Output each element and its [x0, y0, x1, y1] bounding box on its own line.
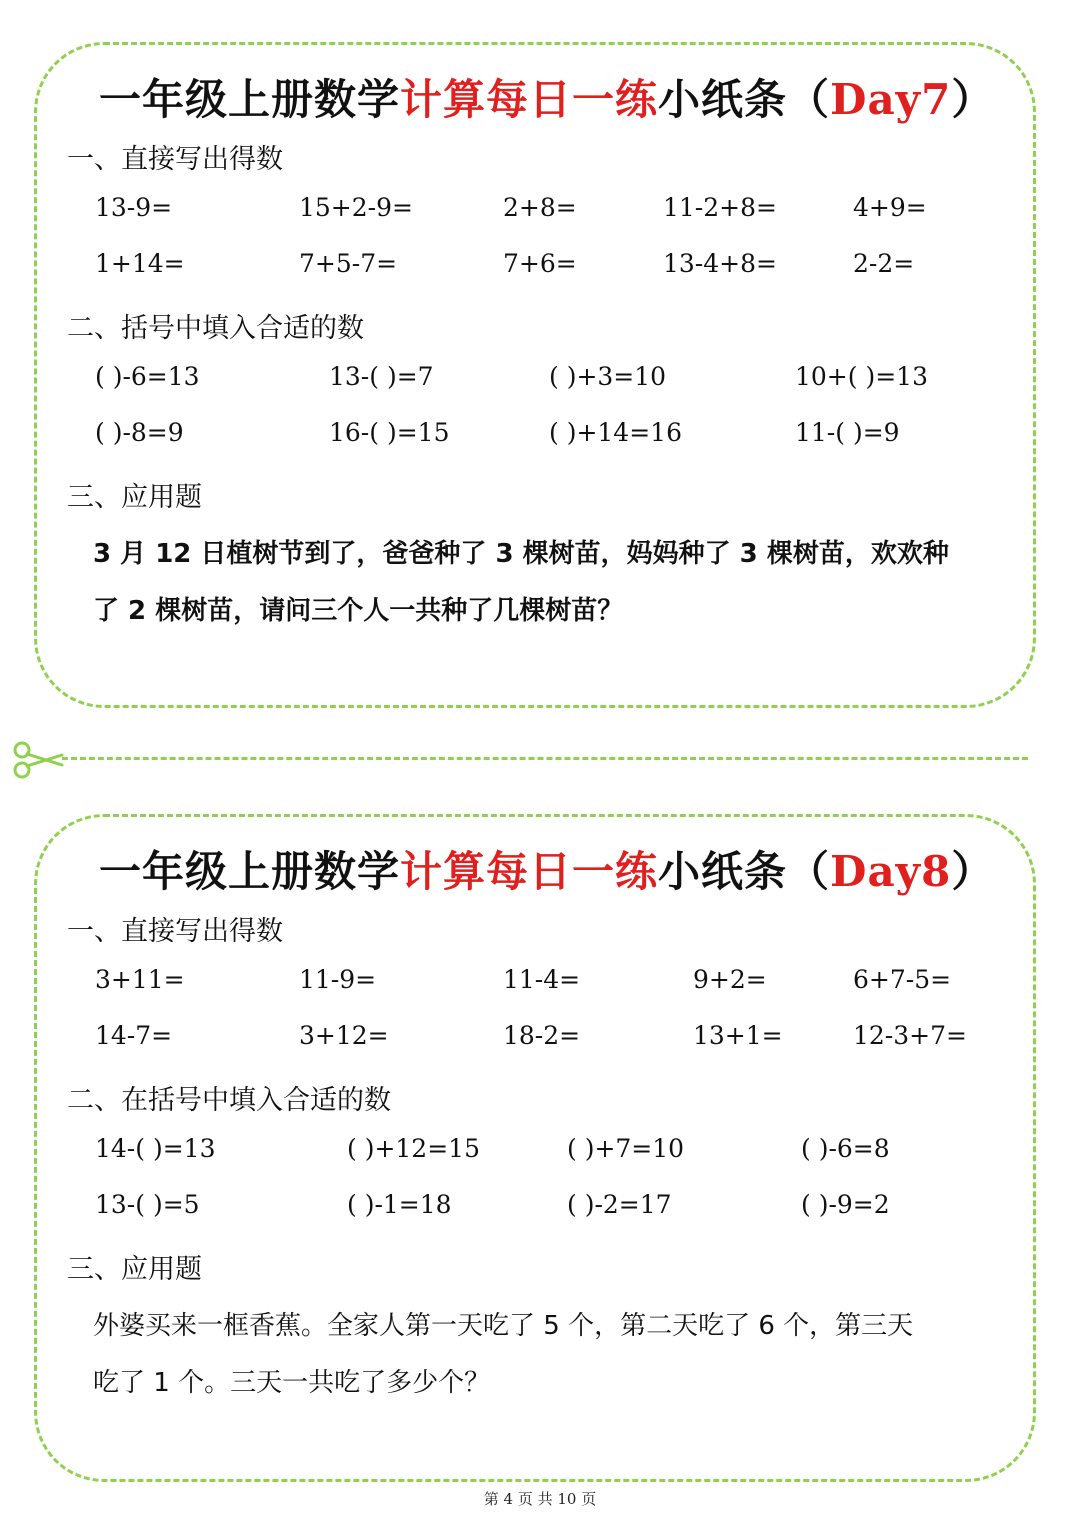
fill-blank-item: 10+( )=13: [795, 362, 928, 391]
word-problem-line: 外婆买来一框香蕉。全家人第一天吃了 5 个，第二天吃了 6 个，第三天: [93, 1311, 914, 1341]
problem-item: 3+12=: [299, 1021, 389, 1050]
problem-item: 13-4+8=: [663, 249, 777, 278]
fill-blank-item: ( )-8=9: [95, 418, 184, 447]
problem-item: 1+14=: [95, 249, 185, 278]
problem-row: [37, 1021, 1033, 1061]
section-heading: 三、应用题: [67, 482, 202, 513]
title-prefix: 一年级上册数学: [99, 847, 401, 896]
section-heading: 一、直接写出得数: [67, 144, 283, 175]
scissors-icon: [12, 738, 64, 782]
problem-row: [37, 249, 1033, 289]
word-problem-line: 3 月 12 日植树节到了，爸爸种了 3 棵树苗，妈妈种了 3 棵树苗，欢欢种: [93, 539, 949, 569]
problem-item: 15+2-9=: [299, 193, 413, 222]
problem-item: 2+8=: [503, 193, 577, 222]
card-title: [99, 839, 994, 899]
title-close: ）: [951, 75, 995, 124]
title-prefix: 一年级上册数学: [99, 75, 401, 124]
title-suffix: 小纸条（: [658, 75, 831, 124]
title-highlight: 计算每日一练: [400, 75, 659, 124]
fill-blank-item: 13-( )=7: [329, 362, 434, 391]
problem-item: 11-9=: [299, 965, 377, 994]
title-suffix: 小纸条（: [658, 847, 831, 896]
section-heading: 一、直接写出得数: [67, 916, 283, 947]
fill-blank-item: ( )+7=10: [567, 1134, 685, 1163]
cut-line: [62, 757, 1028, 760]
word-problem-line: 吃了 1 个。三天一共吃了多少个？: [93, 1368, 491, 1398]
title-highlight: 计算每日一练: [400, 847, 659, 896]
problem-item: 4+9=: [853, 193, 927, 222]
problem-row: [37, 193, 1033, 233]
problem-item: 13+1=: [693, 1021, 783, 1050]
problem-item: 13-9=: [95, 193, 173, 222]
problem-row: [37, 1134, 1033, 1174]
card-title: [99, 67, 994, 127]
fill-blank-item: 16-( )=15: [329, 418, 450, 447]
problem-row: [37, 418, 1033, 458]
fill-blank-item: ( )-1=18: [347, 1190, 452, 1219]
problem-item: 6+7-5=: [853, 965, 952, 994]
problem-item: 11-2+8=: [663, 193, 777, 222]
problem-item: 9+2=: [693, 965, 767, 994]
problem-item: 12-3+7=: [853, 1021, 967, 1050]
section-heading: 二、括号中填入合适的数: [67, 313, 364, 344]
fill-blank-item: 13-( )=5: [95, 1190, 200, 1219]
fill-blank-item: ( )+12=15: [347, 1134, 480, 1163]
fill-blank-item: ( )-9=2: [801, 1190, 890, 1219]
worksheet-card-day7: [34, 42, 1036, 708]
fill-blank-item: ( )+14=16: [549, 418, 682, 447]
page-footer: 第 4 页 共 10 页: [483, 1490, 597, 1508]
problem-item: 11-4=: [503, 965, 581, 994]
section-heading: 二、在括号中填入合适的数: [67, 1085, 391, 1116]
section-heading: 三、应用题: [67, 1254, 202, 1285]
problem-item: 18-2=: [503, 1021, 581, 1050]
fill-blank-item: ( )-6=8: [801, 1134, 890, 1163]
word-problem-line: 了 2 棵树苗，请问三个人一共种了几棵树苗？: [93, 596, 624, 626]
title-day: Day8: [830, 847, 952, 896]
fill-blank-item: ( )-6=13: [95, 362, 200, 391]
problem-item: 2-2=: [853, 249, 915, 278]
fill-blank-item: 11-( )=9: [795, 418, 900, 447]
problem-row: [37, 1190, 1033, 1230]
fill-blank-item: 14-( )=13: [95, 1134, 216, 1163]
problem-item: 7+5-7=: [299, 249, 398, 278]
problem-row: [37, 362, 1033, 402]
problem-item: 3+11=: [95, 965, 185, 994]
fill-blank-item: ( )-2=17: [567, 1190, 672, 1219]
title-close: ）: [951, 847, 995, 896]
problem-item: 7+6=: [503, 249, 577, 278]
title-day: Day7: [830, 75, 952, 124]
fill-blank-item: ( )+3=10: [549, 362, 667, 391]
problem-item: 14-7=: [95, 1021, 173, 1050]
worksheet-card-day8: [34, 814, 1036, 1482]
problem-row: [37, 965, 1033, 1005]
